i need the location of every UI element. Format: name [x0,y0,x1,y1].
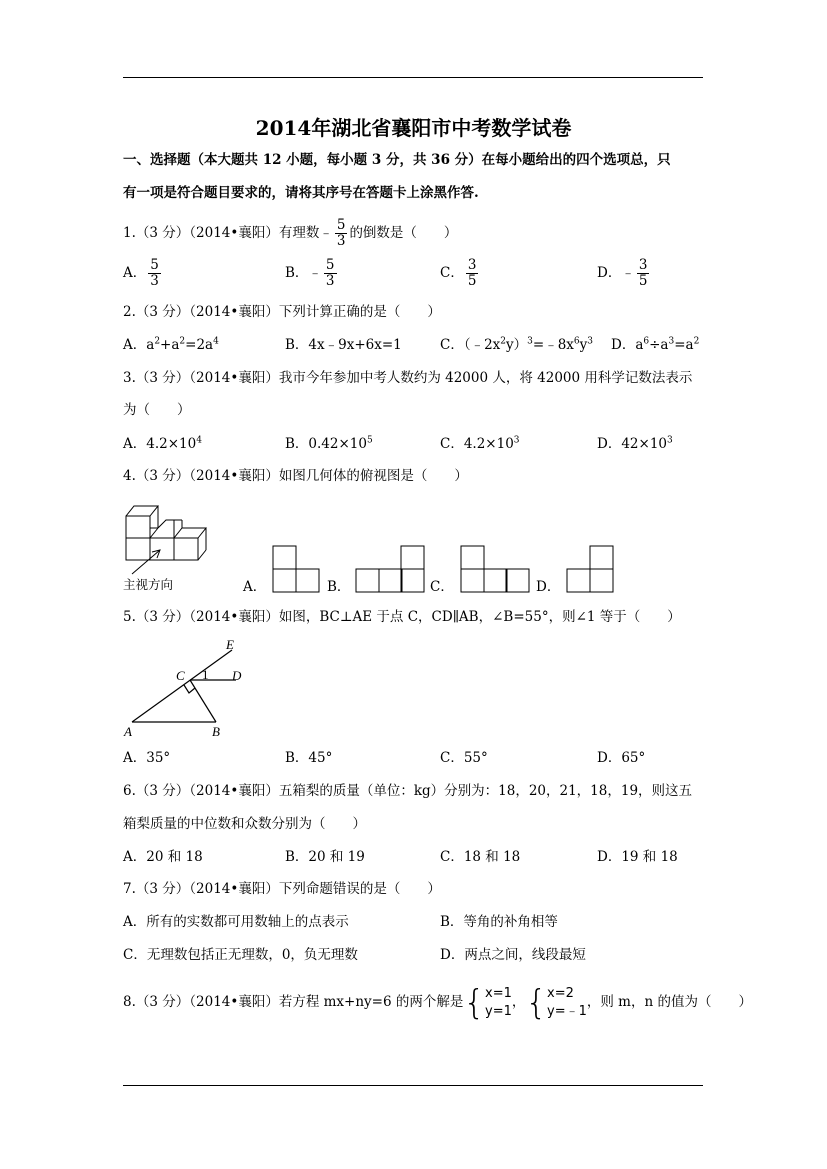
text: A．a [123,337,155,353]
q4-figure-label: 主视方向 [123,577,174,592]
eq-line: x=1 [485,986,512,1001]
section-heading-line1: 一、选择题（本大题共 12 小题，每小题 3 分，共 36 分）在每小题给出的四个选项总，只 [123,152,671,168]
q2-option-b: B．4x﹣9x+6x=1 [285,337,402,353]
q6-option-d: D．19 和 18 [597,849,678,865]
q4-option-b-label: B． [327,579,351,595]
question-7-stem: 7.（3 分）（2014•襄阳）下列命题错误的是（ ） [123,881,441,897]
point-label-c: C [176,668,185,683]
question-8-stem [123,982,752,1023]
q7-option-a: A．所有的实数都可用数轴上的点表示 [123,914,349,930]
text: =a [674,337,694,353]
page-title: 2014年湖北省襄阳市中考数学试卷 [255,116,572,140]
point-label-b: B [212,724,220,739]
q4-option-a-grid [272,545,322,593]
exp: 3 [527,336,533,347]
exp: 2 [693,336,700,347]
q1-d-fraction [637,258,650,289]
q8-stem-text: 8.（3 分）（2014•襄阳）若方程 mx+ny=6 的两个解是 [123,994,464,1010]
q3-option-b [285,435,373,453]
section-heading-line2: 有一项是符合题目要求的，请将其序号在答题卡上涂黑作答. [123,185,479,201]
q1-option-b [285,258,339,289]
question-6-stem-line1: 6.（3 分）（2014•襄阳）五箱梨的质量（单位：kg）分别为：18，20，21，18，19，则这五 [123,783,693,799]
q1-stem-fraction [335,218,348,249]
exp: 3 [513,435,520,446]
brace-glyph: { [525,983,548,1023]
q4-solid-figure [120,498,216,578]
q7-option-c: C．无理数包括正无理数，0，负无理数 [123,947,358,963]
brace-glyph: { [463,983,486,1023]
exp: 3 [667,435,673,446]
q5-geometry-figure [120,636,260,740]
exp: 2 [500,336,507,347]
exp: 3 [668,336,675,347]
text: y） [506,337,528,353]
q1-c-fraction [466,258,479,289]
text: C．4.2×10 [440,436,514,452]
q1-stem-tail: 的倒数是（ ） [349,225,458,241]
q1-stem-text: 1.（3 分）（2014•襄阳）有理数﹣ [123,225,333,241]
question-6-stem-line2: 箱梨质量的中位数和众数分别为（ ） [123,816,366,832]
eq-line: y=﹣1 [547,1004,587,1019]
text: C．（﹣2x [440,337,501,353]
text: =﹣8x [532,337,574,353]
q6-option-b: B．20 和 19 [285,849,365,865]
q7-option-d: D．两点之间，线段最短 [440,947,586,963]
option-label: D．﹣ [597,265,635,281]
q5-option-d: D．65° [597,750,646,766]
frac-num: 3 [467,257,477,273]
q4-option-b-grid [355,545,427,593]
q5-option-a: A．35° [123,750,171,766]
system-lines [485,985,512,1021]
q1-a-fraction [148,258,161,289]
point-label-e: E [226,637,234,652]
q2-option-d [611,336,699,354]
q8-system-2 [525,983,587,1023]
q7-option-b: B．等角的补角相等 [440,914,558,930]
exp: 5 [366,435,373,446]
text: =2a [185,337,214,353]
question-3-stem-line1: 3.（3 分）（2014•襄阳）我市今年参加中考人数约为 42000 人，将 42000 用科学记数法表示 [123,370,693,386]
frac-num: 5 [150,257,159,273]
frac-den: 3 [150,273,159,289]
q3-option-c [440,435,520,453]
frac-den: 3 [325,273,335,289]
q4-option-c-grid [460,545,532,593]
frac-num: 3 [638,257,648,273]
exp: 4 [196,435,202,446]
frac-den: 3 [336,233,346,249]
q4-option-c-label: C． [430,579,454,595]
exp: 3 [587,336,594,347]
q6-option-a: A．20 和 18 [123,849,203,865]
text: ÷a [649,337,669,353]
separator: ， [511,994,526,1010]
text: D．42×10 [597,436,667,452]
exp: 2 [154,336,161,347]
option-label: B．﹣ [285,265,322,281]
question-1-stem [123,218,457,249]
q5-option-b: B．45° [285,750,333,766]
q1-b-fraction [324,258,337,289]
q4-option-d-grid [566,545,616,593]
q2-option-a [123,336,219,354]
frac-num: 5 [325,257,335,273]
frac-den: 5 [467,273,477,289]
frac-num: 5 [336,217,346,233]
q2-option-c [440,336,593,354]
text: B．0.42×10 [285,436,367,452]
exp: 6 [573,336,580,347]
question-4-stem: 4.（3 分）（2014•襄阳）如图几何体的俯视图是（ ） [123,468,468,484]
q1-option-c [440,258,480,289]
header-rule [123,77,703,78]
q3-option-d [597,435,673,453]
q6-option-c: C．18 和 18 [440,849,521,865]
exp: 2 [179,336,186,347]
footer-rule [123,1085,703,1086]
question-2-stem: 2.（3 分）（2014•襄阳）下列计算正确的是（ ） [123,304,441,320]
q4-option-d-label: D． [536,579,561,595]
point-label-d: D [232,668,242,683]
question-3-stem-line2: 为（ ） [123,402,191,418]
eq-line: y=1 [485,1004,512,1019]
question-5-stem: 5.（3 分）（2014•襄阳）如图，BC⊥AE 于点 C，CD∥AB，∠B=55°，则∠1 等于（ ） [123,609,681,625]
q1-option-d [597,258,651,289]
q5-option-c: C．55° [440,750,488,766]
option-label: C． [440,265,464,281]
q8-stem-tail: ，则 m，n 的值为（ ） [586,994,752,1010]
exp: 4 [213,336,219,347]
eq-line: x=2 [547,986,574,1001]
q4-option-a-label: A． [243,579,267,595]
option-label: A． [123,265,147,281]
text: +a [160,337,180,353]
q3-option-a [123,435,202,453]
exp: 6 [643,336,650,347]
point-label-a: A [124,724,132,739]
text: y [579,337,588,353]
angle-label-1: 1 [202,667,209,682]
text: D．a [611,337,644,353]
q1-option-a [123,258,163,289]
q8-system-1 [463,983,512,1023]
system-lines [547,985,587,1021]
frac-den: 5 [638,273,648,289]
text: A．4.2×10 [123,436,197,452]
